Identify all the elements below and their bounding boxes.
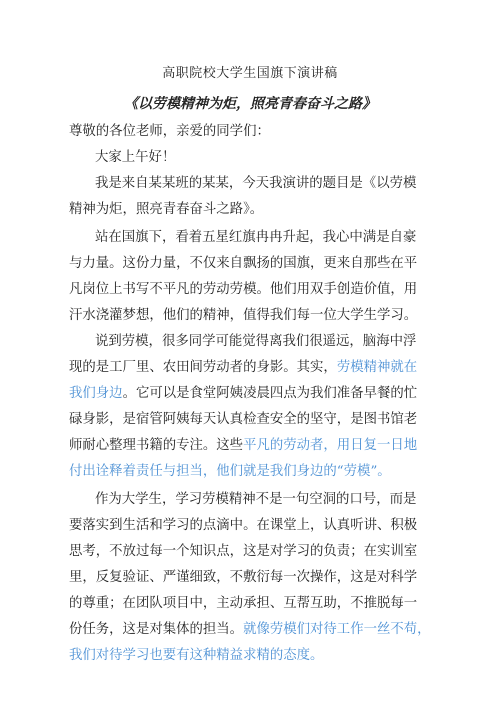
text-segment: 份任务，这是对集体的担当。 (69, 622, 244, 637)
text-segment: 师耐心整理书籍的专注。这些 (69, 438, 244, 453)
highlighted-text: 付出诠释着责任与担当，他们就是我们身边的“劳模”。 (69, 464, 391, 479)
text-segment: 汗水浇灌梦想，他们的精神，值得我们每一位大学生学习。 (69, 308, 418, 323)
text-line (69, 256, 417, 272)
text-line (69, 412, 417, 428)
text-line (69, 570, 417, 586)
text-line (69, 360, 417, 376)
text-line (95, 492, 416, 508)
highlighted-text: 我们对待学习也要有这种精益求精的态度。 (69, 648, 324, 663)
text-line (69, 282, 417, 298)
text-segment: 站在国旗下，看着五星红旗冉冉升起，我心中满是自豪 (95, 230, 417, 245)
text-line (95, 176, 416, 192)
text-segment: 大家上午好！ (95, 150, 176, 165)
highlighted-text: 我们身边 (69, 386, 123, 401)
text-line (69, 544, 417, 560)
text-line (69, 648, 323, 664)
speech-title: 《以劳模精神为炬，照亮青春奋斗之路》 (124, 96, 376, 112)
highlighted-text: 劳模精神就在 (336, 360, 418, 375)
text-line (69, 464, 391, 480)
text-line (69, 518, 417, 534)
highlighted-text: 就像劳模们对待工作一丝不苟， (243, 622, 431, 637)
text-line (69, 202, 263, 218)
text-line (69, 308, 417, 324)
text-segment: 尊敬的各位老师，亲爱的同学们： (69, 124, 270, 139)
text-segment: 说到劳模，很多同学可能觉得离我们很遥远，脑海中浮 (95, 334, 417, 349)
text-line (95, 150, 175, 166)
text-line (69, 622, 431, 638)
text-segment: 精神为炬，照亮青春奋斗之路》。 (69, 202, 264, 217)
text-line (69, 438, 417, 454)
text-segment: 的尊重；在团队项目中，主动承担、互帮互助，不推脱每一 (69, 596, 418, 611)
text-line (69, 124, 270, 140)
text-segment: 。它可以是食堂阿姨凌晨四点为我们准备早餐的忙 (122, 386, 418, 401)
text-segment: 凡岗位上书写不平凡的劳动劳模。他们用双手创造价值，用 (69, 282, 418, 297)
text-segment: 我是来自某某班的某某，今天我演讲的题目是《以劳模 (95, 176, 417, 191)
text-line (95, 230, 416, 246)
text-line (69, 386, 417, 402)
text-segment: 作为大学生，学习劳模精神不是一句空洞的口号，而是 (95, 492, 417, 507)
text-segment: 里，反复验证、严谨细致，不敷衍每一次操作，这是对科学 (69, 570, 418, 585)
highlighted-text: 平凡的劳动者，用日复一日地 (243, 438, 418, 453)
text-line (95, 334, 416, 350)
document-title: 高职院校大学生国旗下演讲稿 (162, 66, 338, 81)
text-segment: 现的是工厂里、农田间劳动者的身影。其实， (69, 360, 337, 375)
text-segment: 要落实到生活和学习的点滴中。在课堂上，认真听讲、积极 (69, 518, 418, 533)
text-segment: 与力量。这份力量，不仅来自飘扬的国旗，更来自那些在平 (69, 256, 418, 271)
text-segment: 思考，不放过每一个知识点，这是对学习的负责；在实训室 (69, 544, 418, 559)
text-segment: 碌身影，是宿管阿姨每天认真检查安全的坚守，是图书馆老 (69, 412, 418, 427)
text-line (69, 596, 417, 612)
